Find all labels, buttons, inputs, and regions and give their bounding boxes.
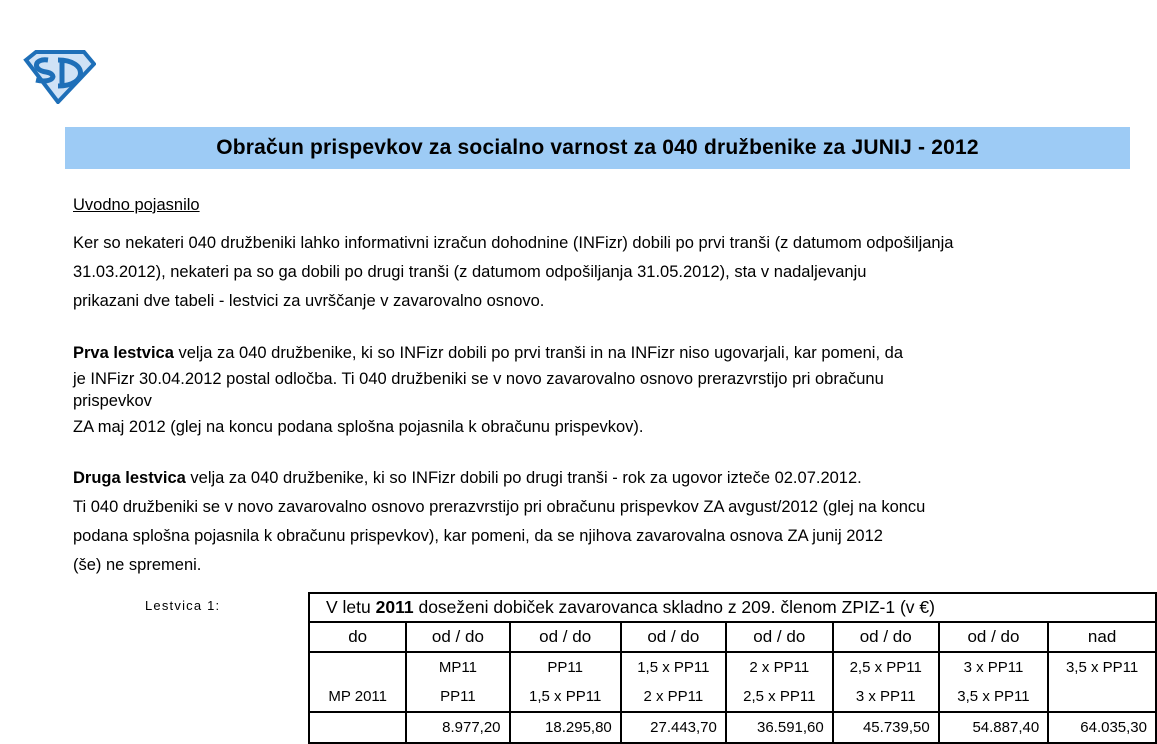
range-row	[309, 652, 1156, 712]
intro-line: 31.03.2012), nekateri pa so ga dobili po drugi tranši (z datumom odpošiljanja 31.05.2012), sta v nadaljevanju	[73, 263, 867, 281]
first-scale-bold: Prva lestvica	[73, 344, 174, 362]
scale-table	[308, 592, 1157, 744]
column-header: od / do	[406, 622, 509, 652]
value-row	[309, 712, 1156, 743]
range-cell	[510, 652, 621, 712]
threshold-value: 64.035,30	[1048, 712, 1156, 743]
second-scale-text: velja za 040 družbenike, ki so INFizr dobili po drugi tranši - rok za ugovor izteče 02.07.2012.	[185, 469, 862, 487]
table-title-post: doseženi dobiček zavarovanca skladno z 209. členom ZPIZ-1 (v €)	[413, 597, 935, 617]
intro-line: prikazani dve tabeli - lestvici za uvrščanje v zavarovalno osnovo.	[73, 292, 545, 310]
range-cell	[1048, 652, 1156, 712]
range-cell	[726, 652, 833, 712]
company-logo	[22, 50, 96, 104]
document-title: Obračun prispevkov za socialno varnost za 040 družbenike za JUNIJ - 2012	[65, 127, 1130, 169]
second-scale-bold: Druga lestvica	[73, 469, 186, 487]
range-from: 2,5 x PP11	[849, 659, 922, 676]
threshold-value: 45.739,50	[833, 712, 939, 743]
range-to: 3 x PP11	[855, 688, 916, 705]
second-line: podana splošna pojasnila k obračunu prispevkov), kar pomeni, da se njihova zavarovalna osnova ZA junij 2012	[73, 527, 883, 545]
table-title-year: 2011	[375, 597, 414, 617]
range-from: 2 x PP11	[749, 659, 810, 676]
range-from: MP11	[438, 659, 477, 676]
column-header: od / do	[621, 622, 726, 652]
range-to: 2,5 x PP11	[743, 688, 816, 705]
second-line: Ti 040 družbeniki se v novo zavarovalno osnovo prerazvrstijo pri obračunu prispevkov ZA avgust/2012 (glej na koncu	[73, 498, 926, 516]
threshold-value: 27.443,70	[621, 712, 726, 743]
threshold-value	[309, 712, 406, 743]
column-header: nad	[1048, 622, 1156, 652]
range-from: 3,5 x PP11	[1065, 659, 1139, 676]
range-cell	[309, 652, 406, 712]
range-cell	[406, 652, 509, 712]
range-from	[310, 653, 405, 682]
intro-heading: Uvodno pojasnilo	[73, 196, 200, 214]
first-line: je INFizr 30.04.2012 postal odločba. Ti 040 družbeniki se v novo zavarovalno osnovo prerazvrstijo pri obračunu	[73, 370, 884, 388]
second-line: (še) ne spremeni.	[73, 556, 202, 574]
column-header: od / do	[939, 622, 1048, 652]
range-to: PP11	[440, 688, 476, 705]
column-header: od / do	[510, 622, 621, 652]
first-line: ZA maj 2012 (glej na koncu podana splošna pojasnila k obračunu prispevkov).	[73, 418, 644, 436]
column-header: od / do	[726, 622, 833, 652]
column-header: od / do	[833, 622, 939, 652]
column-header: do	[309, 622, 406, 652]
range-from: 3 x PP11	[963, 659, 1024, 676]
threshold-value: 18.295,80	[510, 712, 621, 743]
range-cell	[621, 652, 726, 712]
range-from: PP11	[547, 659, 583, 676]
threshold-value: 8.977,20	[406, 712, 509, 743]
first-scale-text: velja za 040 družbenike, ki so INFizr dobili po prvi tranši in na INFizr niso ugovarjali, kar pomeni, da	[173, 344, 903, 362]
first-scale-paragraph	[73, 344, 903, 363]
table-label: Lestvica 1:	[145, 598, 221, 613]
threshold-value: 36.591,60	[726, 712, 833, 743]
intro-line: Ker so nekateri 040 družbeniki lahko informativni izračun dohodnine (INFizr) dobili po prvi tranši (z datumom odpošiljanja	[73, 234, 954, 252]
range-cell	[833, 652, 939, 712]
threshold-value: 54.887,40	[939, 712, 1048, 743]
second-scale-paragraph	[73, 469, 862, 488]
first-line: prispevkov	[73, 392, 152, 410]
range-from: 1,5 x PP11	[637, 659, 710, 676]
range-to: 2 x PP11	[643, 688, 704, 705]
range-to: MP 2011	[328, 688, 387, 705]
range-to	[1049, 682, 1155, 711]
table-title	[309, 593, 1156, 622]
range-to: 3,5 x PP11	[957, 688, 1030, 705]
header-row	[309, 622, 1156, 652]
range-to: 1,5 x PP11	[529, 688, 602, 705]
range-cell	[939, 652, 1048, 712]
table-title-pre: V letu	[326, 597, 376, 617]
